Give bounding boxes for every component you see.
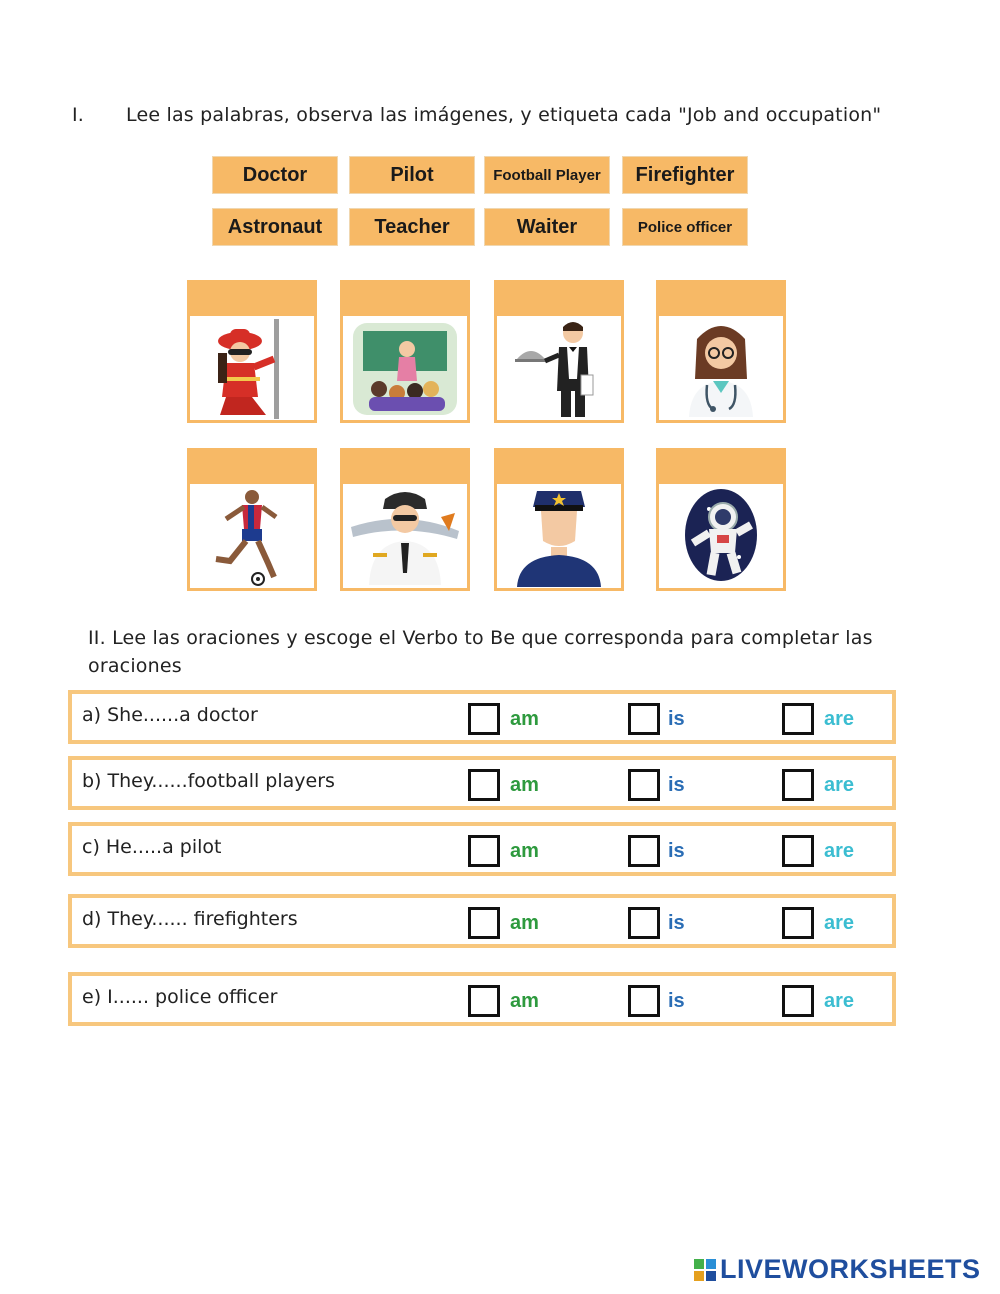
section-1-number: I.: [72, 104, 85, 126]
checkbox-is[interactable]: [628, 835, 660, 867]
checkbox-is[interactable]: [628, 907, 660, 939]
waiter-image: [503, 319, 615, 419]
label-drop-zone[interactable]: [497, 283, 621, 316]
option-are-label: are: [824, 990, 855, 1012]
label-drop-zone[interactable]: [190, 283, 314, 316]
picture-card-police-officer: [494, 448, 624, 591]
section-2-instruction: II. Lee las oraciones y escoge el Verbo to Be que corresponda para completar las oraciones: [88, 627, 873, 677]
logo-grid-icon: [694, 1259, 716, 1281]
option-am-label: am: [510, 990, 539, 1012]
checkbox-is[interactable]: [628, 985, 660, 1017]
checkbox-am[interactable]: [468, 703, 500, 735]
option-is-label: is: [668, 990, 685, 1012]
word-astronaut[interactable]: Astronaut: [212, 208, 338, 246]
teacher-image: [349, 319, 461, 419]
picture-card-teacher: [340, 280, 470, 423]
word-football-player[interactable]: Football Player: [484, 156, 610, 194]
football-player-image: [196, 487, 308, 587]
label-drop-zone[interactable]: [343, 283, 467, 316]
option-am-label: am: [510, 708, 539, 730]
checkbox-is[interactable]: [628, 769, 660, 801]
police-officer-image: [503, 487, 615, 587]
sentence-text: a) She......a doctor: [82, 704, 258, 726]
word-firefighter[interactable]: Firefighter: [622, 156, 748, 194]
checkbox-are[interactable]: [782, 907, 814, 939]
sentence-row-c: [68, 822, 896, 876]
sentence-text: e) I...... police officer: [82, 986, 278, 1008]
sentence-row-e: [68, 972, 896, 1026]
checkbox-are[interactable]: [782, 769, 814, 801]
word-doctor[interactable]: Doctor: [212, 156, 338, 194]
doctor-image: [665, 319, 777, 419]
word-pilot[interactable]: Pilot: [349, 156, 475, 194]
picture-card-astronaut: [656, 448, 786, 591]
liveworksheets-logo: [694, 1254, 981, 1285]
checkbox-is[interactable]: [628, 703, 660, 735]
option-am-label: am: [510, 912, 539, 934]
picture-card-football-player: [187, 448, 317, 591]
firefighter-image: [196, 319, 308, 419]
checkbox-am[interactable]: [468, 907, 500, 939]
section-1-instruction: Lee las palabras, observa las imágenes, y etiqueta cada "Job and occupation": [126, 104, 882, 126]
option-am-label: am: [510, 774, 539, 796]
sentence-text: c) He.....a pilot: [82, 836, 222, 858]
checkbox-are[interactable]: [782, 703, 814, 735]
word-waiter[interactable]: Waiter: [484, 208, 610, 246]
sentence-text: d) They...... firefighters: [82, 908, 298, 930]
checkbox-are[interactable]: [782, 835, 814, 867]
option-are-label: are: [824, 708, 855, 730]
checkbox-are[interactable]: [782, 985, 814, 1017]
word-teacher[interactable]: Teacher: [349, 208, 475, 246]
option-are-label: are: [824, 774, 855, 796]
picture-card-doctor: [656, 280, 786, 423]
option-am-label: am: [510, 840, 539, 862]
sentence-row-b: [68, 756, 896, 810]
sentence-row-a: [68, 690, 896, 744]
label-drop-zone[interactable]: [343, 451, 467, 484]
label-drop-zone[interactable]: [497, 451, 621, 484]
checkbox-am[interactable]: [468, 769, 500, 801]
sentence-text: b) They......football players: [82, 770, 335, 792]
astronaut-image: [665, 487, 777, 587]
option-are-label: are: [824, 840, 855, 862]
picture-card-pilot: [340, 448, 470, 591]
option-are-label: are: [824, 912, 855, 934]
label-drop-zone[interactable]: [659, 451, 783, 484]
option-is-label: is: [668, 912, 685, 934]
picture-card-firefighter: [187, 280, 317, 423]
label-drop-zone[interactable]: [190, 451, 314, 484]
option-is-label: is: [668, 774, 685, 796]
checkbox-am[interactable]: [468, 985, 500, 1017]
picture-card-waiter: [494, 280, 624, 423]
sentence-row-d: [68, 894, 896, 948]
logo-text: LIVEWORKSHEETS: [720, 1254, 981, 1284]
checkbox-am[interactable]: [468, 835, 500, 867]
option-is-label: is: [668, 840, 685, 862]
option-is-label: is: [668, 708, 685, 730]
pilot-image: [349, 487, 461, 587]
word-police-officer[interactable]: Police officer: [622, 208, 748, 246]
label-drop-zone[interactable]: [659, 283, 783, 316]
